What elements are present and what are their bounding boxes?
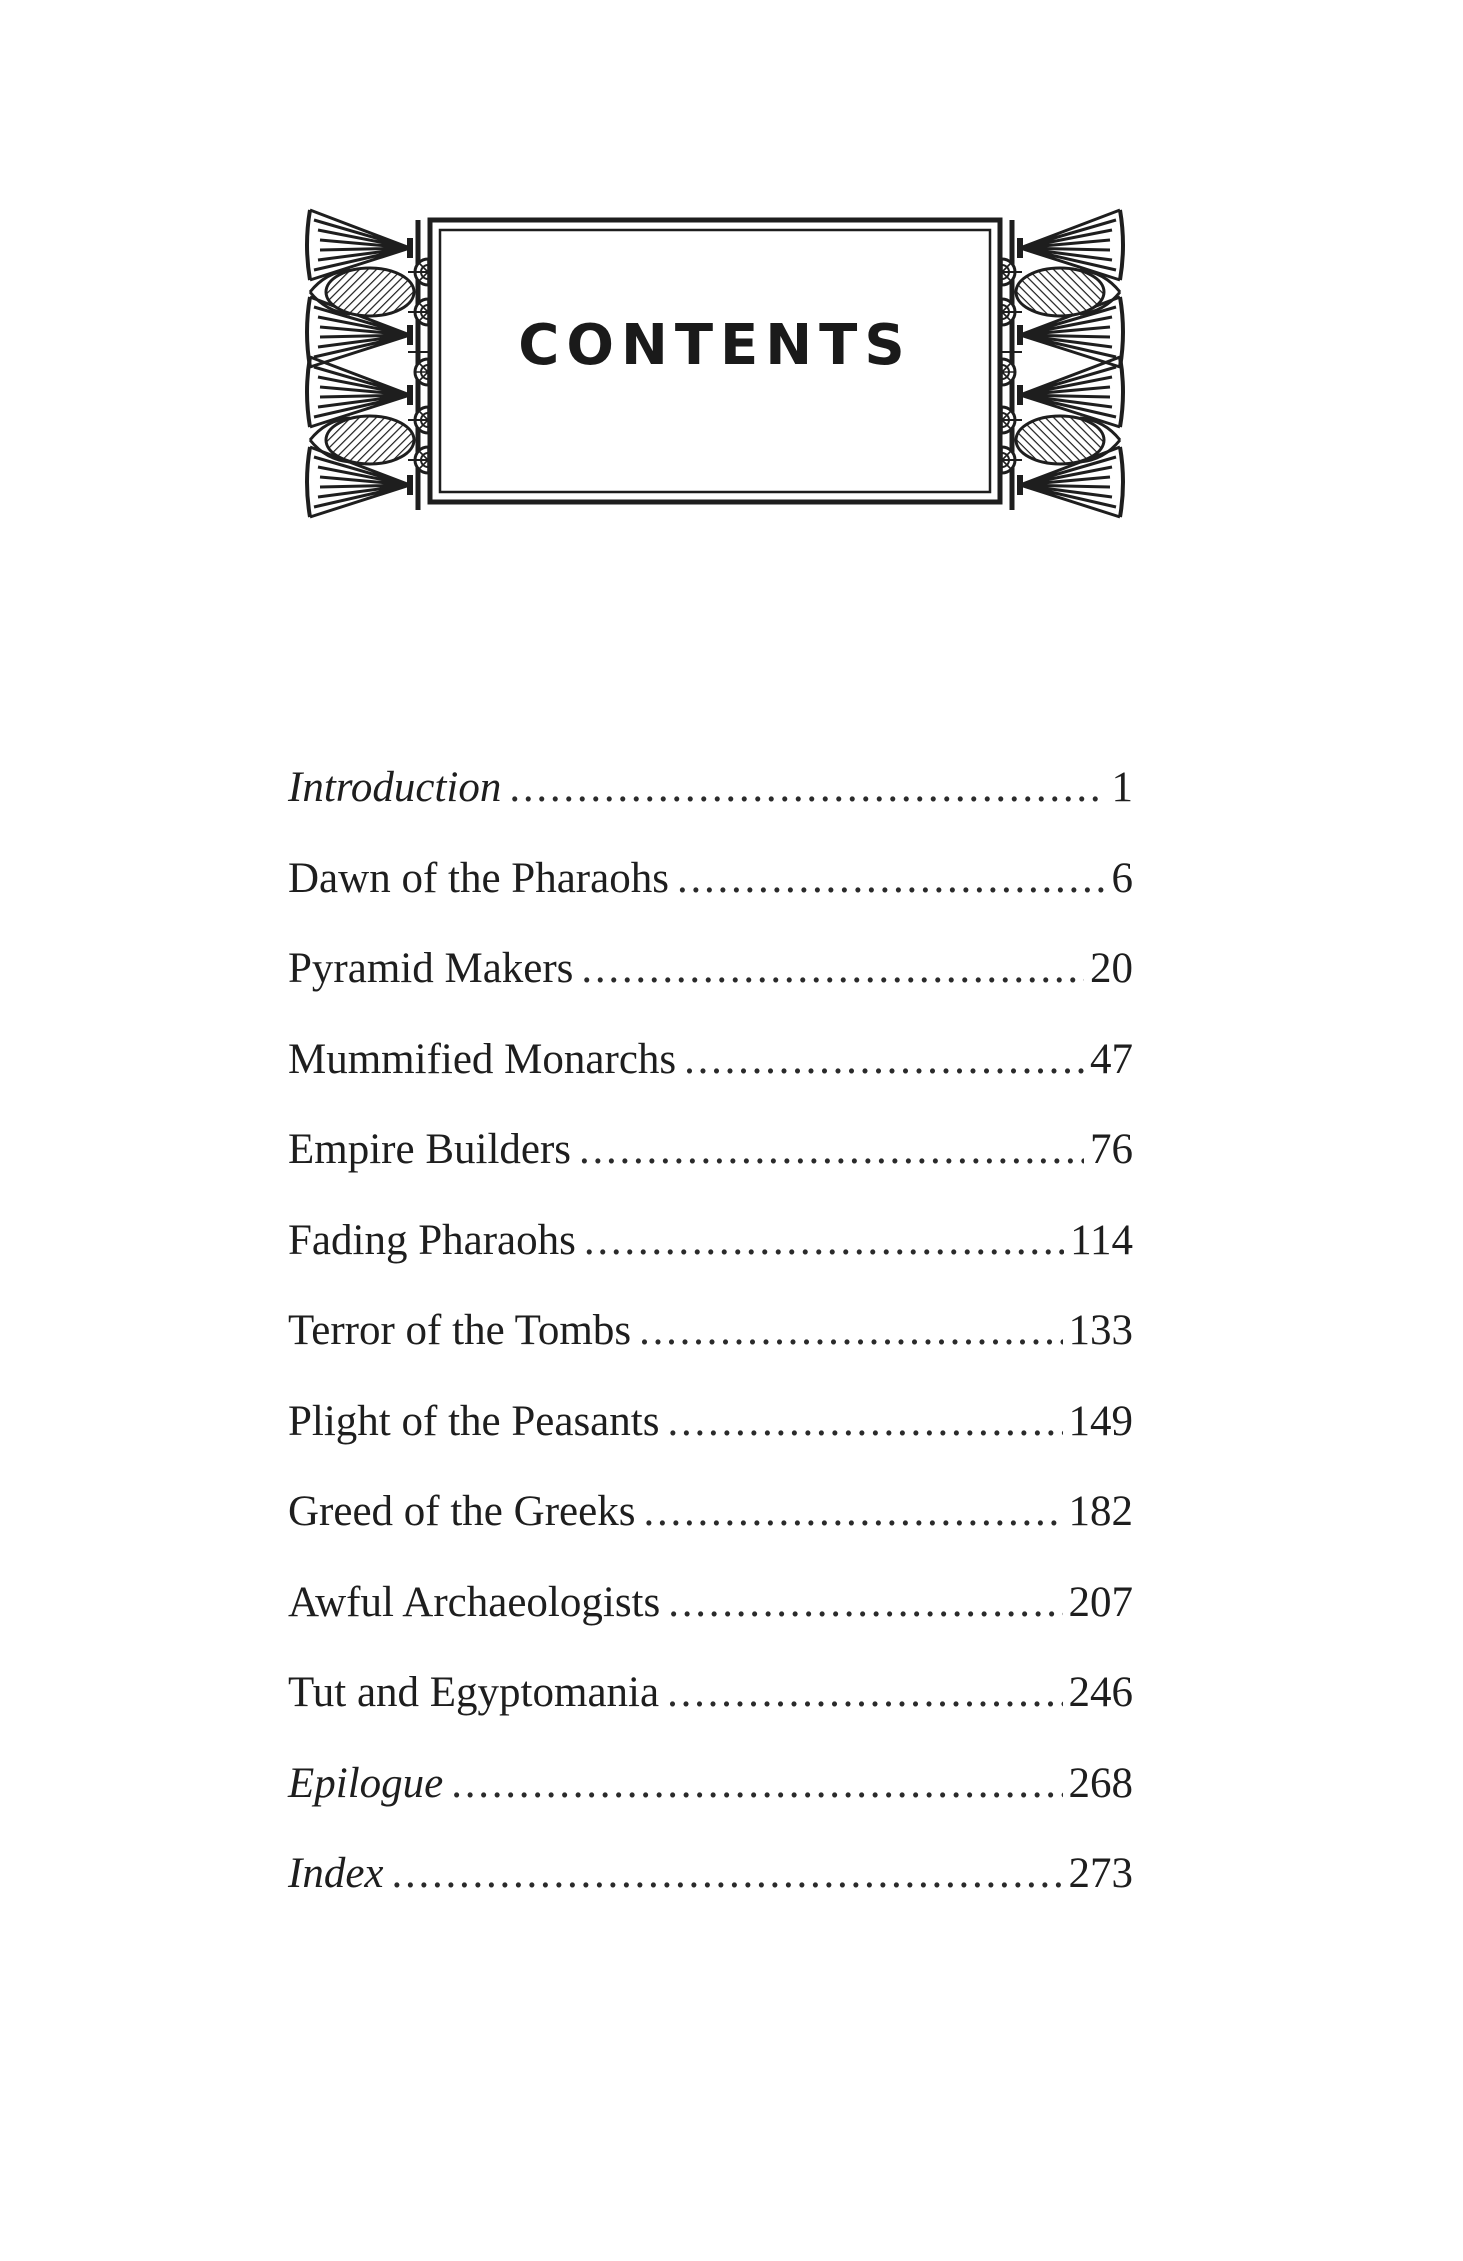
dot-leader <box>581 947 1084 990</box>
dot-leader <box>639 1309 1062 1352</box>
toc-entry-title: Awful Archaeologists <box>288 1578 661 1626</box>
dot-leader <box>451 1762 1062 1805</box>
dot-leader <box>509 766 1105 809</box>
toc-page-number: 47 <box>1090 1035 1133 1083</box>
toc-entry <box>288 1216 1133 1310</box>
toc-entry <box>288 1759 1133 1853</box>
toc-entry <box>288 854 1133 948</box>
toc-page-number: 76 <box>1090 1126 1133 1173</box>
toc-entry-title: Fading Pharaohs <box>288 1216 576 1264</box>
toc-page-number: 1 <box>1111 764 1133 811</box>
dot-leader <box>584 1219 1064 1262</box>
toc-page-number: 6 <box>1111 854 1133 902</box>
toc-entry-title: Terror of the Tombs <box>288 1307 632 1354</box>
toc-entry <box>288 1128 1133 1219</box>
toc-page-number: 273 <box>1068 1850 1133 1897</box>
toc-entry-title: Greed of the Greeks <box>288 1488 636 1535</box>
toc-page-number: 114 <box>1070 1216 1133 1264</box>
table-of-contents <box>288 766 1133 1943</box>
toc-entry <box>288 947 1133 1038</box>
toc-entry <box>288 766 1133 857</box>
dot-leader <box>667 1671 1062 1714</box>
toc-entry-title: Empire Builders <box>288 1126 572 1173</box>
dot-leader <box>684 1038 1084 1081</box>
toc-entry-title: Index <box>288 1850 384 1897</box>
toc-page-number: 20 <box>1090 945 1133 992</box>
dot-leader <box>677 857 1106 900</box>
toc-entry <box>288 1397 1133 1491</box>
dot-leader <box>579 1128 1084 1171</box>
toc-page-number: 207 <box>1068 1578 1133 1626</box>
toc-entry-title: Plight of the Peasants <box>288 1397 660 1445</box>
toc-entry-title: Introduction <box>288 764 502 811</box>
dot-leader <box>667 1400 1062 1443</box>
toc-entry <box>288 1671 1133 1762</box>
toc-page-number: 182 <box>1068 1488 1133 1535</box>
toc-page-number: 268 <box>1068 1759 1133 1807</box>
toc-page-number: 133 <box>1068 1307 1133 1354</box>
toc-entry <box>288 1490 1133 1581</box>
toc-entry-title: Tut and Egyptomania <box>288 1669 660 1716</box>
toc-entry-title: Epilogue <box>288 1759 444 1807</box>
toc-entry-title: Mummified Monarchs <box>288 1035 677 1083</box>
toc-entry <box>288 1309 1133 1400</box>
page-title: CONTENTS <box>518 313 912 378</box>
toc-entry-title: Dawn of the Pharaohs <box>288 854 669 902</box>
toc-page-number: 246 <box>1068 1669 1133 1716</box>
dot-leader <box>643 1490 1062 1533</box>
toc-entry <box>288 1578 1133 1672</box>
dot-leader <box>392 1852 1063 1895</box>
toc-page-number: 149 <box>1068 1397 1133 1445</box>
toc-entry <box>288 1852 1133 1943</box>
toc-entry-title: Pyramid Makers <box>288 945 574 992</box>
toc-entry <box>288 1035 1133 1129</box>
dot-leader <box>668 1581 1062 1624</box>
